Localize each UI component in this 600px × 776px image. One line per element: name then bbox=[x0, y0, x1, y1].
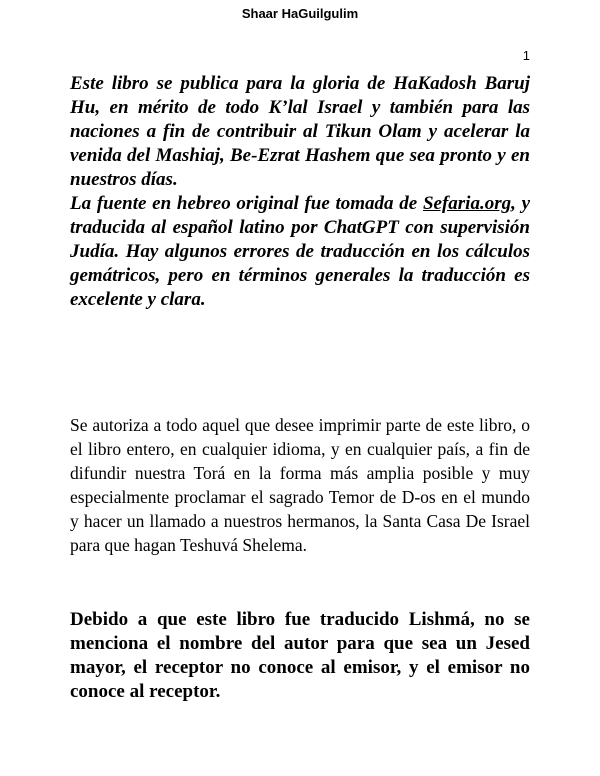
running-header: Shaar HaGuilgulim bbox=[241, 6, 359, 21]
source-paragraph bbox=[70, 192, 530, 312]
anonymity-section bbox=[70, 608, 530, 704]
permission-paragraph: Se autoriza a todo aquel que desee imprimir parte de este libro, o el libro entero, en cualquier idioma, y en cualquier país, a fin de difundir nuestra Torá en la forma más amplia posible y muy especialmente proclamar el sagrado Temor de D-os en el mundo y hacer un llamado a nuestros hermanos, la Santa Casa De Israel para que hagan Teshuvá Shelema. bbox=[70, 415, 530, 555]
dedication-section bbox=[70, 72, 530, 312]
source-text-before: La fuente en hebreo original fue tomada de bbox=[70, 193, 418, 214]
dedication-paragraph: Este libro se publica para la gloria de HaKadosh Baruj Hu, en mérito de todo K’lal Israel y también para las naciones a fin de contribuir al Tikun Olam y acelerar la venida del Mashiaj, Be-Ezrat Hashem que sea pronto y en nuestros días. bbox=[70, 73, 530, 190]
permission-section bbox=[70, 413, 530, 557]
source-text-after: , y traducida al español latino por ChatGPT con supervisión Judía. Hay algunos errores de traducción en los cálculos gemátricos, pero en términos generales la traducción es excelente y clara. bbox=[70, 193, 531, 310]
sefaria-link[interactable]: Sefaria.org bbox=[422, 193, 512, 214]
page-number: 1 bbox=[522, 48, 530, 63]
anonymity-paragraph: Debido a que este libro fue traducido Lishmá, no se menciona el nombre del autor para que sea un Jesed mayor, el receptor no conoce al emisor, y el emisor no conoce al receptor. bbox=[70, 609, 530, 702]
